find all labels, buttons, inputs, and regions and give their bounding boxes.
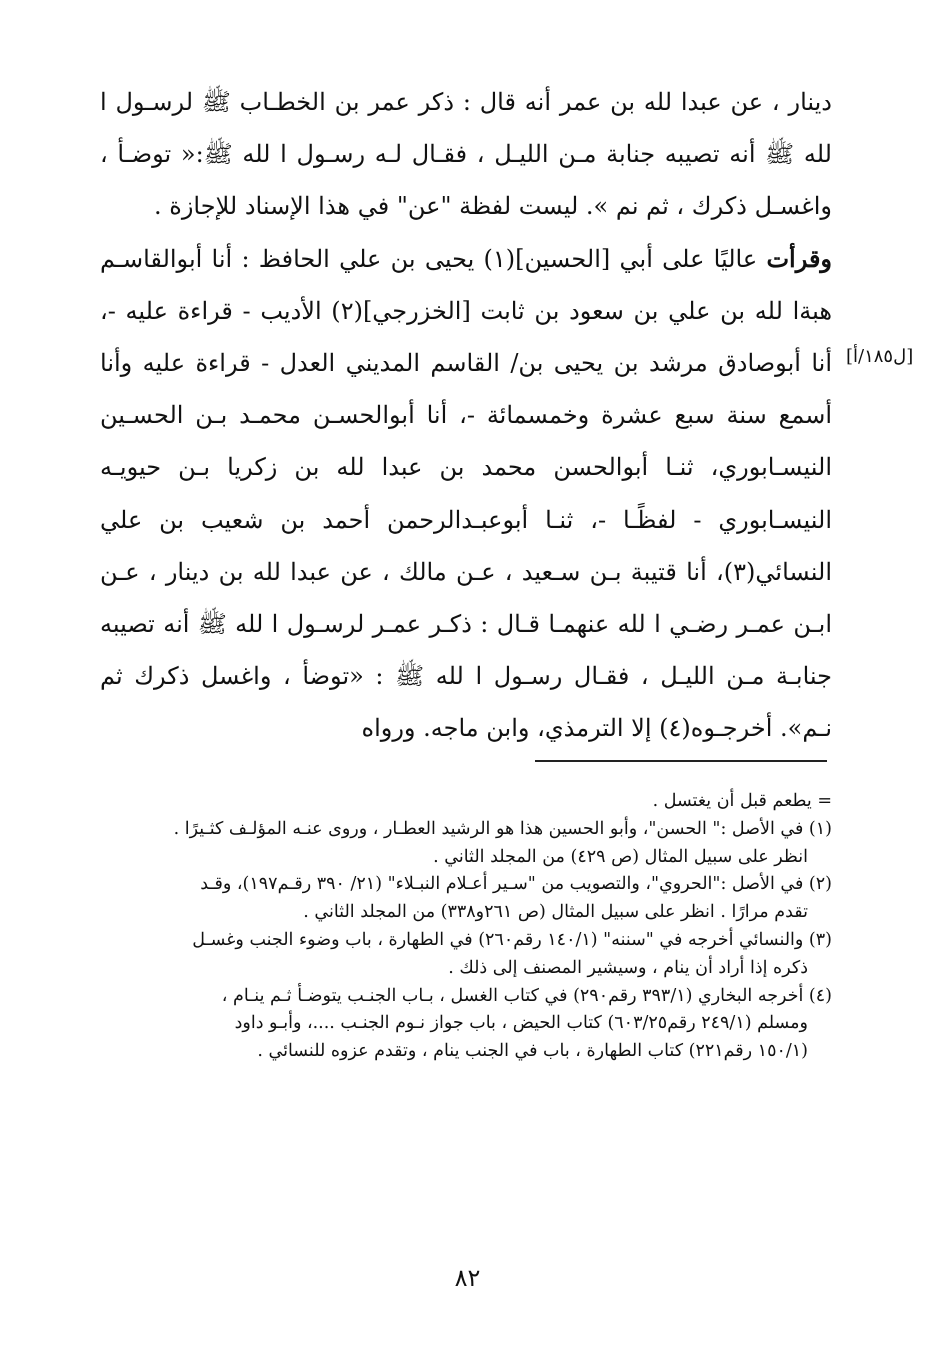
footnote-2-line-1: (٢) في الأصل :"الحروي"، والتصويب من "سـير أعـلام النبـلاء" (٢١/ ٣٩٠ رقـم١٩٧)، وقـد <box>200 874 832 895</box>
paragraph-2 <box>100 233 832 755</box>
paragraph-lead-word: وقرأت <box>766 243 833 273</box>
footnote-3-line-1: (٣) والنسائي أخرجه في "سننه" (١٤٠/١ رقم٢٦٠) في الطهارة ، باب وضوء الجنب وغسـل <box>192 929 832 950</box>
footnote-continuation: = يطعم قبل أن يغتسل . <box>652 791 832 811</box>
paragraph-1: دينار ، عن عبدا لله بن عمر أنه قال : ذكر عمر بن الخطـاب ﷺ لرسـول ا لله ﷺ أنه تصيبه جنابة مـن الليـل ، فقـال لـه رسـول ا لله ﷺ:« توضـأ ، واغسـل ذكرك ، ثم نم ». ليست لفظة "عن" في هذا الإسناد للإجازة . <box>100 88 832 221</box>
footnote-1 <box>112 816 832 872</box>
footnote-separator <box>535 760 827 762</box>
footnote-3 <box>112 927 832 983</box>
footnote-4-line-1: (٤) أخرجه البخاري (٣٩٣/١ رقم٢٩٠) في كتاب الغسل ، بـاب الجنـب يتوضـأ ثـم ينـام ، <box>221 985 832 1006</box>
footnote-2 <box>112 871 832 927</box>
page-number: ٨٢ <box>454 1264 481 1292</box>
footnote-1-line-2: انظر على سبيل المثال (ص ٤٢٩) من المجلد الثاني . <box>433 846 808 867</box>
footnote-1-line-1: (١) في الأصل :" الحسن"، وأبو الحسين هذا هو الرشيد العطـار ، وروى عنـه المؤلـف كثـيرًا . <box>173 818 832 839</box>
footnote-4-line-3: (١٥٠/١ رقم٢٢١) كتاب الطهارة ، باب في الجنب ينام ، وتقدم عزوه للنسائي . <box>257 1041 808 1062</box>
footnote-2-line-2: تقدم مرارًا . انظر على سبيل المثال (ص ٢٦١و٣٣٨) من المجلد الثاني . <box>303 902 808 923</box>
paragraph-2-body: عاليًا على أبي [الحسين](١) يحيى بن علي الحافظ : أنا أبوالقاسـم هبةا لله بن علي بن سعود بن ثابت [الخزرجي](٢) الأديب - قراءة عليه -، أنا أبوصادق مرشد بن يحيى بن/ القاسم المديني العدل - قراءة عليه وأنا أسمع سنة سبع عشرة وخمسمائة -، أنا أبوالحسـن محمـد بـن الحسـين النيسـابوري، ثنـا أبوالحسن محمد بن عبدا لله بن زكريا بـن حيويـه النيسـابوري - لفظًـا -، ثنـا أبوعبـدالرحمن أحمد بن شعيب بن علي النسائي(٣)، أنا قتيبة بـن سـعيد ، عـن مالك ، عن عبدا لله بن دينار ، عـن ابـن عمـر رضـي ا لله عنهمـا قـال : ذكـر عمـر لرسـول ا لله ﷺ أنه تصيبه جنابـة مـن الليـل ، فقـال رسـول ا لله ﷺ : «توضأ ، واغسل ذكرك ثم نـم». أخرجـوه(٤) إلا الترمذي، وابن ماجه. ورواه <box>100 244 833 743</box>
footnote-4-line-2: ومسلم (٢٤٩/١ رقم٦٠٣/٢٥) كتاب الحيض ، باب جواز نـوم الجنـب ....، وأبـو داود <box>234 1013 808 1034</box>
manuscript-folio-note: [ل١٨٥/أ] <box>846 346 914 367</box>
footnote-4 <box>112 983 832 1066</box>
main-body-text <box>100 76 832 755</box>
footnotes <box>112 788 832 1066</box>
footnote-3-line-2: ذكره إذا أراد أن ينام ، وسيشير المصنف إلى ذلك . <box>448 957 808 978</box>
